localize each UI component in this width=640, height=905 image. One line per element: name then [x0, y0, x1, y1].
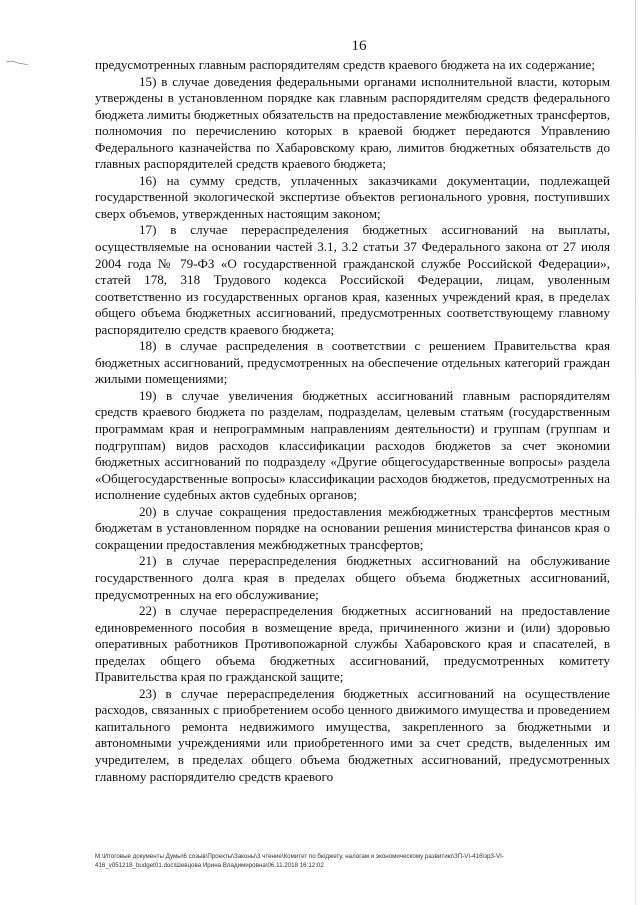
paragraph-item-21: 21) в случае перераспределения бюджетных ассигнований на обслуживание государственного долга края в пределах общего объема бюджетных ассигнований, предусмотренных на его обслуживание;: [95, 553, 610, 602]
scan-artifact-mark: [6, 60, 28, 66]
paragraph-item-16: 16) на сумму средств, уплаченных заказчиками документации, подлежащей государственной экологической экспертизе объектов регионального уровня, поступивших сверх объемов, утвержденных настоящим законом;: [95, 172, 610, 221]
file-path-footer: [95, 852, 615, 870]
paragraph-item-23: 23) в случае перераспределения бюджетных ассигнований на осуществление расходов, связанных с приобретением особо ценного движимого имущества и проведением капитального ремонта недвижимого имущества, закрепленного за бюджетными и автономными учреждениями или приобретенного ими за счет средств, выделенных им учредителем, в пределах общего объема бюджетных ассигнований, предусмотренных главному распорядителю средств краевого: [95, 685, 610, 784]
document-body: [95, 57, 610, 785]
scan-edge-line: [635, 0, 636, 905]
paragraph-item-20: 20) в случае сокращения предоставления межбюджетных трансфертов местным бюджетам в установленном порядке на основании решения министерства финансов края о сокращении предоставления межбюджетных трансфертов;: [95, 503, 610, 552]
paragraph-item-19: 19) в случае увеличения бюджетных ассигнований главным распорядителям средств краевого бюджета по разделам, подразделам, целевым статьям (государственным программам края и непрограммным направлениям деятельности) и группам (группам и подгруппам) видов расходов классификации расходов бюджетов за счет экономии бюджетных ассигнований по подразделу «Другие общегосударственные вопросы» раздела «Общегосударственные вопросы» классификации расходов бюджетов, предусмотренных на исполнение судебных актов судебных органов;: [95, 387, 610, 503]
page-number: 16: [351, 38, 367, 54]
paragraph-item-18: 18) в случае распределения в соответствии с решением Правительства края бюджетных ассигнований, предусмотренных на обеспечение отдельных категорий граждан жилыми помещениями;: [95, 338, 610, 387]
footer-line-1: M:\Итоговые документы Думы\6 созыв\Проекты\Законы\3 чтение\Комитет по бюджету, налогам и экономическому развитию\ЗП-VI-416\зр3-VI-: [95, 853, 504, 860]
paragraph-item-17: 17) в случае перераспределения бюджетных ассигнований на выплаты, осуществляемые на основании частей 3.1, 3.2 статьи 37 Федерального закона от 27 июля 2004 года № 79-ФЗ «О государственной гражданской службе Российской Федерации», статей 178, 318 Трудового кодекса Российской Федерации, лицам, уволенным соответственно из государственных органов края, казенных учреждений края, в пределах общего объема бюджетных ассигнований, предусмотренных соответствующему главному распорядителю средств краевого бюджета;: [95, 222, 610, 337]
paragraph-item-15: 15) в случае доведения федеральными органами исполнительной власти, которым утверждены в установленном порядке как главным распорядителям средств федерального бюджета лимиты бюджетных обязательств на предоставление межбюджетных трансфертов, полномочия по перечислению которых в краевой бюджет передаются Управлению Федерального казначейства по Хабаровскому краю, лимитов бюджетных обязательств до главных распорядителей средств краевого бюджета;: [95, 73, 610, 172]
paragraph-continuation: предусмотренных главным распорядителям средств краевого бюджета на их содержание;: [95, 57, 595, 72]
paragraph-item-22: 22) в случае перераспределения бюджетных ассигнований на предоставление единовременного пособия в возмещение вреда, причиненного жизни и (или) здоровью оперативных работников Противопожарной службы Хабаровского края и спасателей, в пределах общего объема бюджетных ассигнований, предусмотренных комитету Правительства края по гражданской защите;: [95, 603, 610, 685]
footer-line-2: 416_v051218_budget01.doc\Шевцова Ирина Владимировна\06.11.2018 16:12:02: [95, 862, 324, 869]
